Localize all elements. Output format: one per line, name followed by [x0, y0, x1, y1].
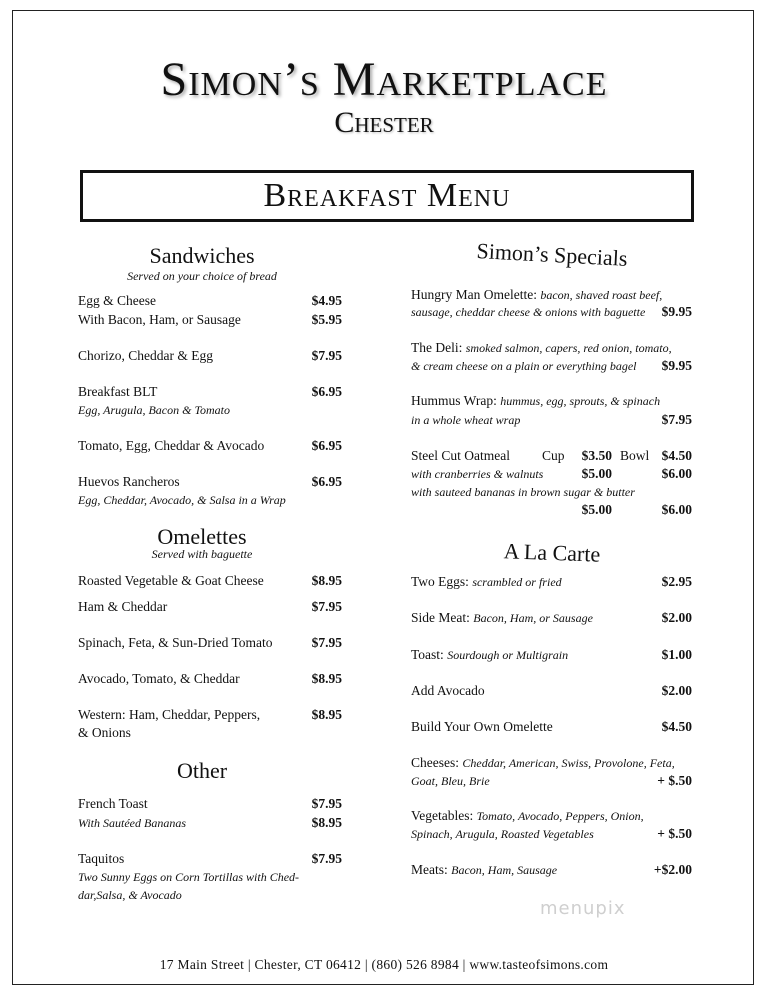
- special-item-description-continued: sausage, cheddar cheese & onions with baguette: [411, 305, 646, 319]
- restaurant-name: Simon’s Marketplace: [160, 53, 608, 106]
- special-item-name: The Deli:: [411, 340, 463, 355]
- menu-item-description: Egg, Cheddar, Avocado, & Salsa in a Wrap: [78, 493, 286, 507]
- oatmeal-option-bowl-price: $6.00: [661, 502, 692, 517]
- oatmeal-cup-price: $3.50: [581, 448, 612, 463]
- section-note-sandwiches: Served on your choice of bread: [127, 269, 277, 283]
- special-item-line: [411, 339, 672, 357]
- special-item-name: Hungry Man Omelette:: [411, 287, 537, 302]
- carte-item-price: + $.50: [657, 773, 692, 788]
- carte-item-name: Cheeses:: [411, 755, 459, 770]
- location-subtitle: Chester: [334, 106, 434, 139]
- carte-item-price: +$2.00: [653, 862, 692, 877]
- oatmeal-name: Steel Cut Oatmeal: [411, 448, 510, 463]
- carte-item-price: $2.00: [661, 610, 692, 625]
- menu-title-box: Breakfast Menu: [80, 170, 694, 222]
- carte-item-description: Cheddar, American, Swiss, Provolone, Feta,: [462, 756, 675, 770]
- carte-item-description: Bacon, Ham, Sausage: [451, 863, 558, 877]
- carte-item-name: Add Avocado: [411, 683, 485, 698]
- oatmeal-bowl-price: $4.50: [661, 448, 692, 463]
- menu-item-price: $8.95: [311, 573, 342, 588]
- section-note-omelettes: Served with baguette: [151, 547, 253, 561]
- carte-item-name: Vegetables:: [411, 808, 474, 823]
- menu-item-name-continued: & Onions: [78, 725, 131, 740]
- oatmeal-cup-label: Cup: [542, 448, 565, 463]
- special-item-description-continued: & cream cheese on a plain or everything bagel: [411, 359, 637, 373]
- menu-item-description: Two Sunny Eggs on Corn Tortillas with Ched-: [78, 870, 300, 884]
- menu-item-price: $6.95: [311, 474, 342, 489]
- watermark: menupix: [540, 898, 626, 919]
- footer-contact: 17 Main Street | Chester, CT 06412 | (860) 526 8984 | www.tasteofsimons.com: [159, 957, 609, 972]
- carte-item-description-continued: Spinach, Arugula, Roasted Vegetables: [411, 827, 594, 841]
- carte-item-name: Two Eggs:: [411, 574, 469, 589]
- carte-item-price: $2.95: [661, 574, 692, 589]
- carte-item-line: [411, 609, 593, 627]
- menu-item-name: Breakfast BLT: [78, 384, 158, 399]
- menu-item-name: French Toast: [78, 796, 148, 811]
- special-item-price: $9.95: [661, 358, 692, 373]
- special-item-line: [411, 392, 660, 410]
- carte-item-line: [411, 754, 675, 772]
- special-item-price: $9.95: [661, 304, 692, 319]
- special-item-description-continued: in a whole wheat wrap: [411, 413, 521, 427]
- carte-item-price: $2.00: [661, 683, 692, 698]
- carte-item-description-continued: Goat, Bleu, Brie: [411, 774, 490, 788]
- menu-item-price: $4.95: [311, 293, 342, 308]
- carte-item-description: Bacon, Ham, or Sausage: [473, 611, 593, 625]
- carte-item-name: Toast:: [411, 647, 444, 662]
- menu-item-price: $8.95: [311, 815, 342, 830]
- menu-item-price: $8.95: [311, 671, 342, 686]
- special-item-description: bacon, shaved roast beef,: [540, 288, 663, 302]
- menu-item-price: $8.95: [311, 707, 342, 722]
- menu-item-description: Egg, Arugula, Bacon & Tomato: [78, 403, 231, 417]
- section-heading-omelettes: Omelettes: [157, 524, 247, 549]
- menu-item-name: Roasted Vegetable & Goat Cheese: [78, 573, 264, 588]
- oatmeal-option-bowl-price: $6.00: [661, 466, 692, 481]
- menu-item-name: Ham & Cheddar: [78, 599, 168, 614]
- section-heading-sandwiches: Sandwiches: [149, 243, 255, 268]
- menu-item-name: With Sautéed Bananas: [78, 816, 186, 830]
- special-item-description: hummus, egg, sprouts, & spinach: [500, 394, 661, 408]
- menu-item-price: $7.95: [311, 851, 342, 866]
- section-heading-a-la-carte: A La Carte: [503, 538, 601, 567]
- menu-item-name: With Bacon, Ham, or Sausage: [78, 312, 241, 327]
- carte-item-line: [411, 573, 562, 591]
- menu-item-name: Tomato, Egg, Cheddar & Avocado: [78, 438, 265, 453]
- menu-item-price: $6.95: [311, 384, 342, 399]
- carte-item-line: [411, 807, 644, 825]
- menu-item-price: $6.95: [311, 438, 342, 453]
- menu-item-price: $7.95: [311, 635, 342, 650]
- special-item-line: [411, 286, 662, 304]
- carte-item-price: $4.50: [661, 719, 692, 734]
- oatmeal-option: with cranberries & walnuts: [411, 467, 544, 481]
- menu-item-name: Chorizo, Cheddar & Egg: [78, 348, 213, 363]
- menu-item-price: $7.95: [311, 599, 342, 614]
- menu-item-price: $5.95: [311, 312, 342, 327]
- carte-item-line: [411, 861, 557, 879]
- carte-item-price: + $.50: [657, 826, 692, 841]
- section-heading-specials: Simon’s Specials: [475, 238, 629, 271]
- menu-item-name: Taquitos: [78, 851, 125, 866]
- menu-item-price: $7.95: [311, 348, 342, 363]
- carte-item-line: [411, 646, 568, 664]
- carte-item-name: Side Meat:: [411, 610, 470, 625]
- carte-item-name: Meats:: [411, 862, 448, 877]
- menu-item-price: $7.95: [311, 796, 342, 811]
- menu-item-name: Spinach, Feta, & Sun-Dried Tomato: [78, 635, 273, 650]
- carte-item-description: Sourdough or Multigrain: [447, 648, 569, 662]
- oatmeal-bowl-label: Bowl: [620, 448, 650, 463]
- special-item-price: $7.95: [661, 412, 692, 427]
- carte-item-name: Build Your Own Omelette: [411, 719, 553, 734]
- menu-item-name: Avocado, Tomato, & Cheddar: [78, 671, 240, 686]
- menu-item-name: Western: Ham, Cheddar, Peppers,: [78, 707, 261, 722]
- menu-item-description-continued: dar,Salsa, & Avocado: [78, 888, 182, 902]
- carte-item-price: $1.00: [661, 647, 692, 662]
- menu-item-name: Huevos Rancheros: [78, 474, 180, 489]
- carte-item-description: Tomato, Avocado, Peppers, Onion,: [476, 809, 644, 823]
- section-heading-other: Other: [176, 758, 228, 783]
- carte-item-description: scrambled or fried: [472, 575, 562, 589]
- special-item-description: smoked salmon, capers, red onion, tomato,: [465, 341, 672, 355]
- oatmeal-option-cup-price: $5.00: [581, 466, 612, 481]
- oatmeal-option: with sauteed bananas in brown sugar & butter: [411, 485, 635, 499]
- oatmeal-option-cup-price: $5.00: [581, 502, 612, 517]
- special-item-name: Hummus Wrap:: [411, 393, 497, 408]
- menu-item-name: Egg & Cheese: [78, 293, 156, 308]
